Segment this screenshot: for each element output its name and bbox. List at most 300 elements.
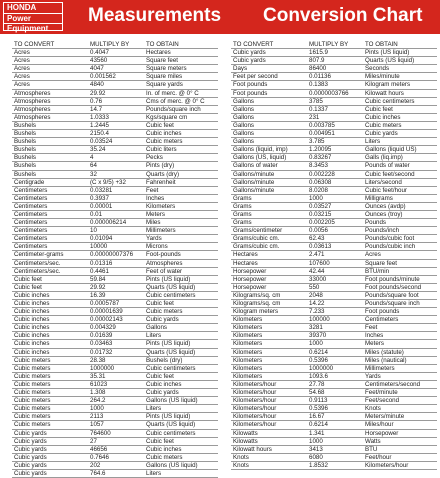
- cell-to-obtain: Gallons (US liquid): [146, 397, 198, 405]
- cell-multiply-by: 16.67: [309, 413, 325, 421]
- table-row: [12, 81, 218, 89]
- table-row: [12, 405, 218, 413]
- cell-to-obtain: Cubic yards: [146, 389, 179, 397]
- cell-multiply-by: 0.5396: [309, 356, 328, 364]
- table-row: [12, 381, 218, 389]
- cell-multiply-by: 0.003785: [309, 121, 335, 129]
- cell-to-convert: Foot pounds: [233, 89, 268, 97]
- table-row: [12, 227, 218, 235]
- cell-to-convert: Bushels: [14, 130, 37, 138]
- cell-to-convert: Centimeters/sec.: [14, 267, 61, 275]
- table-row: [231, 276, 437, 284]
- cell-multiply-by: 1.341: [309, 429, 325, 437]
- table-row: [231, 179, 437, 187]
- cell-multiply-by: 29.92: [90, 89, 106, 97]
- cell-multiply-by: 27: [90, 437, 97, 445]
- cell-to-obtain: Cubic feet/hour: [365, 186, 407, 194]
- cell-to-convert: Horsepower: [233, 275, 267, 283]
- table-row: [12, 195, 218, 203]
- cell-multiply-by: 0.4047: [90, 49, 109, 57]
- cell-to-convert: Cubic inches: [14, 308, 50, 316]
- cell-to-convert: Hectares: [233, 259, 258, 267]
- cell-to-obtain: Acres: [365, 251, 381, 259]
- cell-to-convert: Kilogram meters: [233, 308, 279, 316]
- cell-to-convert: Centimeters: [14, 210, 48, 218]
- cell-multiply-by: 29.92: [90, 283, 106, 291]
- cell-to-convert: Cubic meters: [14, 389, 51, 397]
- cell-multiply-by: 16.39: [90, 291, 106, 299]
- cell-to-obtain: Pints (US liquid): [146, 413, 191, 421]
- cell-multiply-by: 42.44: [309, 267, 325, 275]
- cell-multiply-by: 0.76: [90, 97, 103, 105]
- cell-to-obtain: Liters: [365, 138, 381, 146]
- cell-to-obtain: Cms of merc. @ 0° C: [146, 97, 205, 105]
- cell-to-convert: Cubic feet: [14, 283, 42, 291]
- cell-to-convert: Gallons (liquid, imp): [233, 146, 288, 154]
- cell-to-convert: Cubic inches: [14, 316, 50, 324]
- cell-multiply-by: 32: [90, 170, 97, 178]
- cell-to-convert: Kilometers/hour: [233, 405, 277, 413]
- table-row: [12, 462, 218, 470]
- cell-multiply-by: 0.01: [90, 210, 103, 218]
- cell-to-convert: Centimeters: [14, 202, 48, 210]
- cell-to-obtain: Square feet: [365, 259, 397, 267]
- cell-to-convert: Grams/centimeter: [233, 227, 283, 235]
- cell-multiply-by: 1000: [309, 340, 323, 348]
- cell-multiply-by: 1.2445: [90, 121, 109, 129]
- cell-to-convert: Gallons/minute: [233, 186, 275, 194]
- cell-to-convert: Cubic yards: [14, 469, 47, 477]
- cell-to-convert: Cubic inches: [14, 291, 50, 299]
- table-row: [231, 81, 437, 89]
- table-row: [231, 389, 437, 397]
- cell-to-convert: Gallons/minute: [233, 170, 275, 178]
- cell-to-obtain: Quarts (dry): [146, 170, 180, 178]
- cell-multiply-by: 0.03215: [309, 210, 332, 218]
- cell-to-obtain: Galls (liq.imp): [365, 154, 403, 162]
- table-row: [231, 98, 437, 106]
- cell-multiply-by: 0.3937: [90, 194, 109, 202]
- cell-to-convert: Kilograms/sq. cm: [233, 300, 281, 307]
- cell-to-convert: Bushels: [14, 170, 37, 178]
- cell-multiply-by: 0.00001639: [90, 308, 123, 316]
- cell-to-convert: Atmospheres: [14, 105, 51, 113]
- cell-to-convert: Acres: [14, 81, 30, 89]
- cell-to-obtain: Pounds/cubic inch: [365, 243, 416, 251]
- cell-to-obtain: Pounds/inch: [365, 227, 400, 235]
- cell-to-convert: Centimeter-grams: [14, 251, 64, 259]
- cell-multiply-by: 1.20095: [309, 146, 332, 154]
- cell-to-obtain: Kilometers: [146, 202, 176, 210]
- cell-to-convert: Kilometers: [233, 372, 263, 380]
- cell-multiply-by: 6080: [309, 453, 323, 461]
- cell-to-convert: Horsepower: [233, 267, 267, 275]
- cell-to-obtain: Gallons (US liquid): [146, 461, 198, 469]
- cell-to-obtain: Meters/minute: [365, 413, 405, 421]
- cell-to-convert: Cubic meters: [14, 405, 51, 413]
- cell-to-convert: Centimeters: [14, 243, 48, 251]
- left-table-body: [12, 49, 218, 478]
- header-to-obtain: TO OBTAIN: [365, 41, 398, 48]
- cell-to-obtain: Hectares: [146, 49, 171, 57]
- cell-multiply-by: 64: [90, 162, 97, 170]
- cell-to-obtain: Pounds/square foot: [365, 291, 419, 299]
- table-row: [12, 98, 218, 106]
- cell-to-obtain: Millimeters: [146, 227, 176, 235]
- cell-multiply-by: 1000: [309, 194, 323, 202]
- cell-to-convert: Kilometers/hour: [233, 421, 277, 429]
- cell-to-obtain: Knots: [365, 405, 381, 413]
- cell-multiply-by: 0.6214: [309, 421, 328, 429]
- header-multiply-by: MULTIPLY BY: [90, 41, 130, 48]
- cell-multiply-by: 0.004329: [90, 324, 116, 332]
- table-row: [231, 243, 437, 251]
- cell-to-obtain: Meters: [365, 340, 384, 348]
- cell-to-obtain: Foot pounds/minute: [365, 275, 420, 283]
- cell-multiply-by: 0.00000007376: [90, 251, 134, 259]
- table-row: [231, 308, 437, 316]
- cell-to-convert: Cubic meters: [14, 372, 51, 380]
- table-row: [231, 438, 437, 446]
- cell-to-obtain: Millimeters: [365, 364, 395, 372]
- table-row: [12, 276, 218, 284]
- cell-to-obtain: Miles (statute): [365, 348, 404, 356]
- cell-to-obtain: Quarts (US liquid): [146, 421, 196, 429]
- cell-to-convert: Centimeters/sec.: [14, 259, 61, 267]
- cell-to-convert: Gallons: [233, 113, 254, 121]
- table-row: [12, 430, 218, 438]
- table-row: [231, 251, 437, 259]
- cell-multiply-by: 59.84: [90, 275, 106, 283]
- cell-to-obtain: Fahrenheit: [146, 178, 176, 186]
- cell-to-convert: Kilometers: [233, 348, 263, 356]
- cell-to-obtain: Centimeters: [365, 316, 399, 324]
- cell-to-obtain: Pints (US liquid): [146, 340, 191, 348]
- title-conversion-chart: Conversion Chart: [263, 5, 423, 26]
- cell-to-convert: Bushels: [14, 146, 37, 154]
- table-row: [231, 340, 437, 348]
- cell-multiply-by: 264.2: [90, 397, 106, 405]
- cell-to-obtain: Liters: [146, 405, 162, 413]
- cell-to-obtain: Quarts (US liquid): [365, 57, 415, 65]
- table-row: [12, 49, 218, 57]
- cell-to-convert: Kilometers: [233, 332, 263, 340]
- table-row: [231, 235, 437, 243]
- cell-multiply-by: 1.8532: [309, 461, 328, 469]
- cell-to-obtain: Pints (dry): [146, 162, 175, 170]
- table-row: [12, 154, 218, 162]
- cell-multiply-by: 0.03524: [90, 138, 113, 146]
- table-row: [231, 90, 437, 98]
- cell-multiply-by: 0.7646: [90, 453, 109, 461]
- cell-to-convert: Centimeters: [14, 227, 48, 235]
- table-row: [231, 187, 437, 195]
- table-row: [231, 332, 437, 340]
- cell-to-obtain: Miles: [146, 219, 161, 227]
- cell-multiply-by: 1.0333: [90, 113, 109, 121]
- table-row: [231, 300, 437, 308]
- table-row: [12, 340, 218, 348]
- table-row: [231, 324, 437, 332]
- cell-to-obtain: Yards: [365, 372, 381, 380]
- title-measurements: Measurements: [88, 5, 222, 26]
- cell-multiply-by: 0.01136: [309, 73, 331, 81]
- cell-multiply-by: 0.03281: [90, 186, 113, 194]
- cell-to-obtain: Pounds: [365, 219, 386, 227]
- cell-multiply-by: 1000: [309, 437, 323, 445]
- cell-to-convert: Gallons: [233, 138, 254, 146]
- left-conversion-table: [12, 41, 218, 478]
- table-row: [12, 106, 218, 114]
- table-row: [12, 316, 218, 324]
- cell-to-obtain: Pounds of water: [365, 162, 410, 170]
- table-row: [12, 243, 218, 251]
- table-row: [12, 138, 218, 146]
- cell-multiply-by: 46656: [90, 445, 108, 453]
- table-row: [231, 446, 437, 454]
- cell-multiply-by: 0.03527: [309, 202, 332, 210]
- cell-multiply-by: 0.000006214: [90, 219, 127, 227]
- cell-to-obtain: Cubic feet/second: [365, 170, 415, 178]
- cell-multiply-by: 2048: [309, 291, 323, 299]
- cell-multiply-by: 0.00002143: [90, 316, 123, 324]
- cell-multiply-by: 3281: [309, 324, 323, 332]
- cell-multiply-by: 764600: [90, 429, 111, 437]
- cell-multiply-by: 43560: [90, 57, 108, 65]
- cell-to-obtain: Foot-pounds: [146, 251, 181, 259]
- cell-to-obtain: Ounces (avdp): [365, 202, 406, 210]
- cell-to-obtain: Watts: [365, 437, 381, 445]
- cell-multiply-by: 0.01732: [90, 348, 113, 356]
- cell-to-obtain: Cubic feet: [146, 372, 174, 380]
- cell-multiply-by: 1000: [90, 405, 104, 413]
- cell-multiply-by: 2113: [90, 413, 104, 421]
- cell-to-obtain: Milligrams: [365, 194, 393, 202]
- cell-to-convert: Cubic inches: [14, 324, 50, 332]
- cell-multiply-by: 35.24: [90, 146, 106, 154]
- cell-multiply-by: 8.0208: [309, 186, 328, 194]
- cell-multiply-by: 2.471: [309, 251, 325, 259]
- header-multiply-by: MULTIPLY BY: [309, 41, 349, 48]
- cell-to-obtain: Feet of water: [146, 267, 183, 275]
- cell-multiply-by: 61023: [90, 380, 108, 388]
- table-row: [12, 332, 218, 340]
- table-row: [231, 162, 437, 170]
- cell-multiply-by: 0.6214: [309, 348, 328, 356]
- cell-multiply-by: 107600: [309, 259, 330, 267]
- cell-to-convert: Gallons: [233, 105, 254, 113]
- cell-to-obtain: Pecks: [146, 154, 163, 162]
- table-row: [231, 171, 437, 179]
- table-row: [231, 405, 437, 413]
- cell-multiply-by: 202: [90, 461, 101, 469]
- cell-multiply-by: 0.01094: [90, 235, 113, 243]
- cell-to-convert: Cubic inches: [14, 340, 50, 348]
- table-row: [12, 162, 218, 170]
- cell-to-obtain: Miles/hour: [365, 421, 394, 429]
- cell-multiply-by: 62.43: [309, 235, 325, 243]
- cell-to-obtain: Kilowatt hours: [365, 89, 404, 97]
- header-to-convert: TO CONVERT: [233, 41, 274, 48]
- logo-line-3: Equipment: [7, 24, 49, 33]
- cell-multiply-by: 807.9: [309, 57, 325, 65]
- table-row: [231, 316, 437, 324]
- cell-to-convert: Cubic yards: [233, 49, 266, 57]
- cell-to-obtain: BTU/min: [365, 267, 390, 275]
- table-row: [231, 130, 437, 138]
- cell-to-obtain: Cubic inches: [146, 380, 182, 388]
- right-table-body: [231, 49, 437, 470]
- table-row: [12, 438, 218, 446]
- table-row: [231, 349, 437, 357]
- cell-to-convert: Gallons/minute: [233, 178, 275, 186]
- table-row: [12, 90, 218, 98]
- cell-to-convert: Kilometers: [233, 364, 263, 372]
- cell-to-convert: Cubic inches: [14, 348, 50, 356]
- right-conversion-table: [231, 41, 437, 470]
- cell-multiply-by: 0.03463: [90, 340, 113, 348]
- table-row: [12, 397, 218, 405]
- cell-to-convert: Knots: [233, 453, 249, 461]
- table-row: [231, 397, 437, 405]
- cell-to-convert: Grams: [233, 194, 252, 202]
- cell-to-obtain: Miles/minute: [365, 73, 400, 81]
- table-row: [12, 421, 218, 429]
- table-row: [231, 122, 437, 130]
- cell-to-convert: Cubic meters: [14, 364, 51, 372]
- cell-to-obtain: Inches: [146, 194, 165, 202]
- cell-to-obtain: Feet/second: [365, 397, 400, 405]
- cell-to-obtain: Square miles: [146, 73, 183, 81]
- cell-multiply-by: (C x 9/5) +32: [90, 178, 126, 186]
- cell-multiply-by: 33000: [309, 275, 327, 283]
- table-row: [12, 114, 218, 122]
- header-to-obtain: TO OBTAIN: [146, 41, 179, 48]
- table-row: [12, 219, 218, 227]
- table-row: [231, 73, 437, 81]
- cell-multiply-by: 4047: [90, 65, 104, 73]
- cell-to-convert: Cubic yards: [14, 461, 47, 469]
- cell-to-obtain: Cubic inches: [146, 130, 182, 138]
- cell-to-obtain: Horsepower: [365, 429, 399, 437]
- cell-to-obtain: In. of merc. @ 0° C: [146, 89, 199, 97]
- cell-to-convert: Feet per second: [233, 73, 278, 81]
- cell-multiply-by: 0.9113: [309, 397, 328, 405]
- cell-to-convert: Kilowatts: [233, 437, 258, 445]
- cell-to-convert: Cubic inches: [14, 300, 50, 307]
- table-row: [12, 146, 218, 154]
- cell-multiply-by: 14.7: [90, 105, 103, 113]
- cell-to-convert: Atmospheres: [14, 113, 51, 121]
- cell-to-convert: Kilograms/sq. cm: [233, 291, 281, 299]
- table-row: [12, 454, 218, 462]
- cell-to-obtain: Kgs/square cm: [146, 113, 188, 121]
- cell-multiply-by: 1.308: [90, 389, 106, 397]
- cell-multiply-by: 39370: [309, 332, 327, 340]
- cell-to-convert: Kilometers/hour: [233, 389, 277, 397]
- table-row: [12, 308, 218, 316]
- cell-to-obtain: Gallons (liquid US): [365, 146, 417, 154]
- cell-multiply-by: 231: [309, 113, 320, 121]
- cell-to-obtain: Pints (US liquid): [365, 49, 410, 57]
- cell-multiply-by: 54.68: [309, 389, 325, 397]
- cell-multiply-by: 0.03613: [309, 243, 332, 251]
- cell-multiply-by: 0.4461: [90, 267, 109, 275]
- cell-to-obtain: Pounds/square inch: [146, 105, 201, 113]
- cell-multiply-by: 0.1383: [309, 81, 328, 89]
- cell-multiply-by: 2150.4: [90, 130, 109, 138]
- table-row: [231, 154, 437, 162]
- cell-to-obtain: Cubic centimeters: [365, 97, 415, 105]
- cell-multiply-by: 0.002228: [309, 170, 335, 178]
- cell-to-convert: Cubic yards: [14, 453, 47, 461]
- cell-multiply-by: 1615.9: [309, 49, 328, 57]
- table-row: [231, 381, 437, 389]
- table-row: [231, 292, 437, 300]
- cell-to-obtain: Cubic inches: [365, 113, 401, 121]
- table-row: [231, 49, 437, 57]
- header-banner: [0, 0, 440, 34]
- cell-to-obtain: Cubic centimeters: [146, 291, 196, 299]
- table-row: [231, 57, 437, 65]
- cell-to-obtain: Cubic feet: [146, 437, 174, 445]
- cell-multiply-by: 1057: [90, 421, 104, 429]
- cell-to-obtain: Feet: [365, 324, 378, 332]
- cell-multiply-by: 100000: [309, 316, 330, 324]
- cell-to-obtain: Bushels (dry): [146, 356, 183, 364]
- cell-to-obtain: Gallons: [146, 324, 167, 332]
- cell-multiply-by: 4840: [90, 81, 104, 89]
- cell-to-obtain: Square feet: [146, 57, 178, 65]
- logo-line-2: Power: [4, 13, 62, 25]
- cell-to-convert: Kilometers: [233, 324, 263, 332]
- cell-to-convert: Cubic feet: [14, 275, 42, 283]
- cell-to-obtain: Cubic meters: [146, 308, 183, 316]
- table-row: [12, 171, 218, 179]
- cell-multiply-by: 0.004951: [309, 130, 335, 138]
- cell-to-obtain: Kilometers/hour: [365, 461, 409, 469]
- cell-to-obtain: Foot pounds: [365, 308, 400, 316]
- table-row: [12, 260, 218, 268]
- cell-to-convert: Gallons: [233, 130, 254, 138]
- cell-multiply-by: 10000: [90, 243, 108, 251]
- table-row: [231, 462, 437, 470]
- table-row: [12, 130, 218, 138]
- cell-to-obtain: Microns: [146, 243, 168, 251]
- cell-to-convert: Cubic inches: [14, 332, 50, 340]
- table-row: [12, 349, 218, 357]
- header-to-convert: TO CONVERT: [14, 41, 55, 48]
- cell-to-convert: Acres: [14, 73, 30, 81]
- table-row: [12, 268, 218, 276]
- cell-to-convert: Acres: [14, 57, 30, 65]
- cell-to-convert: Grams: [233, 219, 252, 227]
- cell-to-convert: Cubic yards: [14, 445, 47, 453]
- cell-to-obtain: Inches: [365, 332, 384, 340]
- cell-to-convert: Kilometers: [233, 316, 263, 324]
- cell-to-obtain: Yards: [146, 235, 162, 243]
- cell-to-convert: Kilometers/hour: [233, 413, 277, 421]
- cell-multiply-by: 550: [309, 283, 320, 291]
- cell-to-convert: Atmospheres: [14, 97, 51, 105]
- cell-to-obtain: Meters: [146, 210, 165, 218]
- cell-to-obtain: Cubic feet: [146, 121, 174, 129]
- cell-to-obtain: Cubic centimeters: [146, 364, 196, 372]
- table-row: [231, 227, 437, 235]
- table-row: [12, 284, 218, 292]
- cell-multiply-by: 0.06308: [309, 178, 332, 186]
- table-row: [12, 292, 218, 300]
